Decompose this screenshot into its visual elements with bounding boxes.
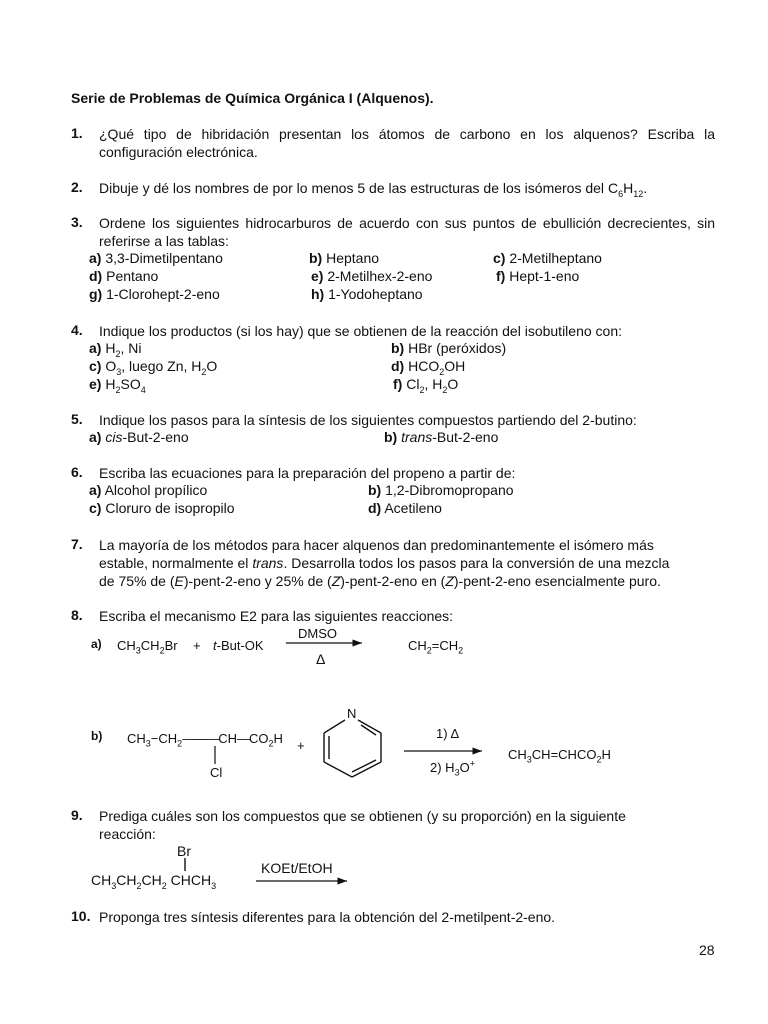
formula-sub: 4 [140,384,146,395]
reaction-b-substituent: Cl [210,765,223,780]
question-7-number: 7. [71,536,83,552]
question-3-line1: Ordene los siguientes hidrocarburos de acuerdo con sus puntos de ebullición decrecientes, [99,215,691,231]
question-1-line1: ¿Qué tipo de hibridación presentan los átomos de carbono en los alquenos? Escriba la [99,126,715,142]
option-label: d) [89,268,103,284]
page-number: 28 [699,942,715,958]
option-label: b) [309,250,323,266]
question-5-text: Indique los pasos para la síntesis de los siguientes compuestos partiendo del 2-butino: [99,412,637,428]
question-5-number: 5. [71,411,83,427]
option-label: b) [384,429,398,445]
formula-c: C [607,180,619,196]
reaction-b-cond-bottom: 2) $H_3O^+$ [430,758,475,778]
reaction-a-label: a) [91,637,102,651]
reaction-b-chain: $CH_3-CH_2———CH—CO_2H$ [127,731,283,749]
option-text: Hept-1-eno [509,268,580,284]
question-10-number: 10. [71,908,91,924]
reaction-a-plus: + [193,638,201,653]
formula-part: H [105,376,116,392]
formula-sub: 2 [419,384,425,395]
italic-prefix: t [213,638,217,653]
formula-part: OH [444,358,466,374]
question-9-line2: reacción: [99,826,156,842]
option-text: -But-2-eno [432,429,499,445]
text-part: de 75% de ( [99,573,175,589]
formula-part: HCO [408,358,440,374]
reaction-b-product: $CH_3CH=CHCO_2H$ [508,747,611,765]
reaction-a-product: $CH_2=CH_2$ [408,638,464,656]
reaction-a-reactant: $CH_3CH_2Br$ [117,638,178,656]
pyridine-n-atom: N [347,706,357,721]
question-9-number: 9. [71,807,83,823]
reaction-b-cond-top: 1) Δ [436,726,460,741]
reaction-9-molecule: $CH_3CH_2CH_2$ $CHCH_3$ [91,872,217,891]
question-2-line: Dibuje y dé los nombres de por lo menos 5 de las estructuras de los isómeros del [99,180,605,196]
formula-part: O [105,358,117,374]
text-part: )-pent-2-eno en ( [340,573,446,589]
formula-sub: 2 [115,348,121,359]
reaction-9-substituent: Br [177,843,191,859]
option-text: 1-Clorohept-2-eno [106,286,220,302]
reagent-text: -But-OK [216,638,264,653]
question-2-number: 2. [71,179,83,195]
option-text: 1,2-Dibromopropano [385,482,514,498]
text-part: )-pent-2-eno y 25% de ( [183,573,332,589]
option-text: 2-Metilheptano [509,250,602,266]
italic-prefix: cis [105,429,123,445]
option-label: a) [89,340,102,356]
reaction-a-cond-bottom: Δ [316,651,326,667]
text-part: . Desarrolla todos los pasos para la conversión de una mezcla [283,555,670,571]
reaction-a-cond-top: DMSO [298,626,337,641]
question-1-line2: configuración electrónica. [99,144,258,160]
formula-part: Cl [406,376,420,392]
option-text: -But-2-eno [122,429,189,445]
question-3-number: 3. [71,214,83,230]
option-text: Acetileno [384,500,442,516]
reaction-9-conditions: KOEt/EtOH [261,860,333,876]
reaction-b-label: b) [91,729,103,743]
option-label: a) [89,482,102,498]
formula-h-sub: 12 [633,188,644,199]
question-4-text: Indique los productos (si los hay) que se obtienen de la reacción del isobutileno con: [99,323,622,339]
question-7-line1: La mayoría de los métodos para hacer alquenos dan predominantemente el isómero más [99,537,654,553]
question-3-line2: sin referirse a las tablas: [99,215,716,249]
option-label: a) [89,429,102,445]
option-label: a) [89,250,102,266]
option-label: e) [311,268,324,284]
italic-prefix: trans [401,429,433,445]
option-label: b) [391,340,405,356]
option-label: f) [496,268,506,284]
option-text: Cloruro de isopropilo [105,500,235,516]
option-label: d) [368,500,382,516]
formula-sub: 2 [442,384,448,395]
option-label: d) [391,358,405,374]
question-2-end: . [643,180,648,196]
formula-sub: 3 [116,366,122,377]
formula-c-sub: 6 [618,188,624,199]
italic-letter: E [174,573,184,589]
option-label: c) [89,358,102,374]
italic-letter: Z [445,573,454,589]
option-label: c) [89,500,102,516]
question-1-number: 1. [71,125,83,141]
formula-part: SO [120,376,141,392]
question-4-number: 4. [71,322,83,338]
formula-part: , luego Zn, H [121,358,202,374]
option-text: Heptano [326,250,380,266]
formula-part: , Ni [120,340,142,356]
formula-part: O [206,358,218,374]
formula-part: H [105,340,116,356]
option-text: HBr (peróxidos) [408,340,507,356]
question-8-number: 8. [71,607,83,623]
question-9-line1: Prediga cuáles son los compuestos que se obtienen (y su proporción) en la siguiente [99,808,626,824]
option-text: Alcohol propílico [104,482,208,498]
question-10-text: Proponga tres síntesis diferentes para la obtención del 2-metilpent-2-eno. [99,909,556,925]
formula-sub: 2 [201,366,207,377]
formula-part: , H [424,376,443,392]
option-label: c) [493,250,506,266]
formula-h: H [623,180,634,196]
reaction-b-plus: + [297,738,305,753]
pyridine-ring-icon [324,720,381,777]
option-label: b) [368,482,382,498]
option-label: f) [393,376,403,392]
formula-sub: 2 [115,384,121,395]
option-text: 2-Metilhex-2-eno [327,268,433,284]
italic-letter: Z [331,573,341,589]
question-6-number: 6. [71,464,83,480]
option-label: e) [89,376,102,392]
question-6-text: Escriba las ecuaciones para la preparación del propeno a partir de: [99,465,516,481]
option-text: 3,3-Dimetilpentano [105,250,223,266]
text-part: )-pent-2-eno esencialmente puro. [453,573,661,589]
formula-part: O [447,376,459,392]
formula-sub: 2 [439,366,445,377]
option-label: h) [311,286,325,302]
italic-word: trans [252,555,284,571]
question-8-text: Escriba el mecanismo E2 para las siguientes reacciones: [99,608,454,624]
option-text: 1-Yodoheptano [328,286,423,302]
page-title: Serie de Problemas de Química Orgánica I (Alquenos). [71,90,434,106]
option-label: g) [89,286,103,302]
text-part: estable, normalmente el [99,555,253,571]
option-text: Pentano [106,268,159,284]
